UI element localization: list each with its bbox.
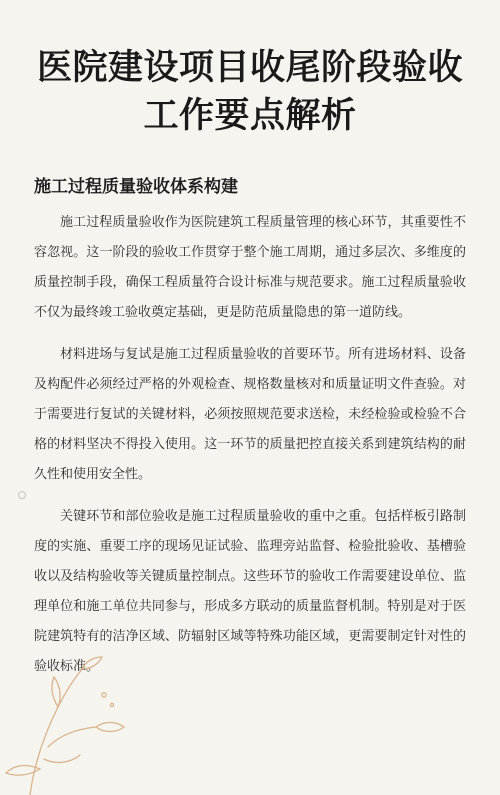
paragraph-3: 关键环节和部位验收是施工过程质量验收的重中之重。包括样板引路制度的实施、重要工序的现场见证试验、监理旁站监督、检验批验收、基槽验收以及结构验收等关键质量控制点。这些环节的验收工作需要建设单位、监理单位和施工单位共同参与，形成多方联动的质量监督机制。特别是对于医院建筑特有的洁净区域、防辐射区域等特殊功能区域，更需要制定针对性的验收标准。	[34, 509, 466, 674]
page-title: 医院建设项目收尾阶段验收工作要点解析	[36, 48, 463, 136]
section-heading: 施工过程质量验收体系构建	[34, 177, 238, 197]
paper-speck	[18, 491, 26, 499]
floral-line-art-icon	[0, 635, 150, 795]
paragraph-1: 施工过程质量验收作为医院建筑工程质量管理的核心环节，其重要性不容忽视。这一阶段的验收工作贯穿于整个施工周期，通过多层次、多维度的质量控制手段，确保工程质量符合设计标准与规范要求。施工过程质量验收不仅为最终竣工验收奠定基础，更是防范质量隐患的第一道防线。	[34, 215, 466, 320]
paragraph-2: 材料进场与复试是施工过程质量验收的首要环节。所有进场材料、设备及构配件必须经过严格的外观检查、规格数量核对和质量证明文件查验。对于需要进行复试的关键材料，必须按照规范要求送检，未经检验或检验不合格的材料坚决不得投入使用。这一环节的质量把控直接关系到建筑结构的耐久性和使用安全性。	[34, 347, 466, 482]
